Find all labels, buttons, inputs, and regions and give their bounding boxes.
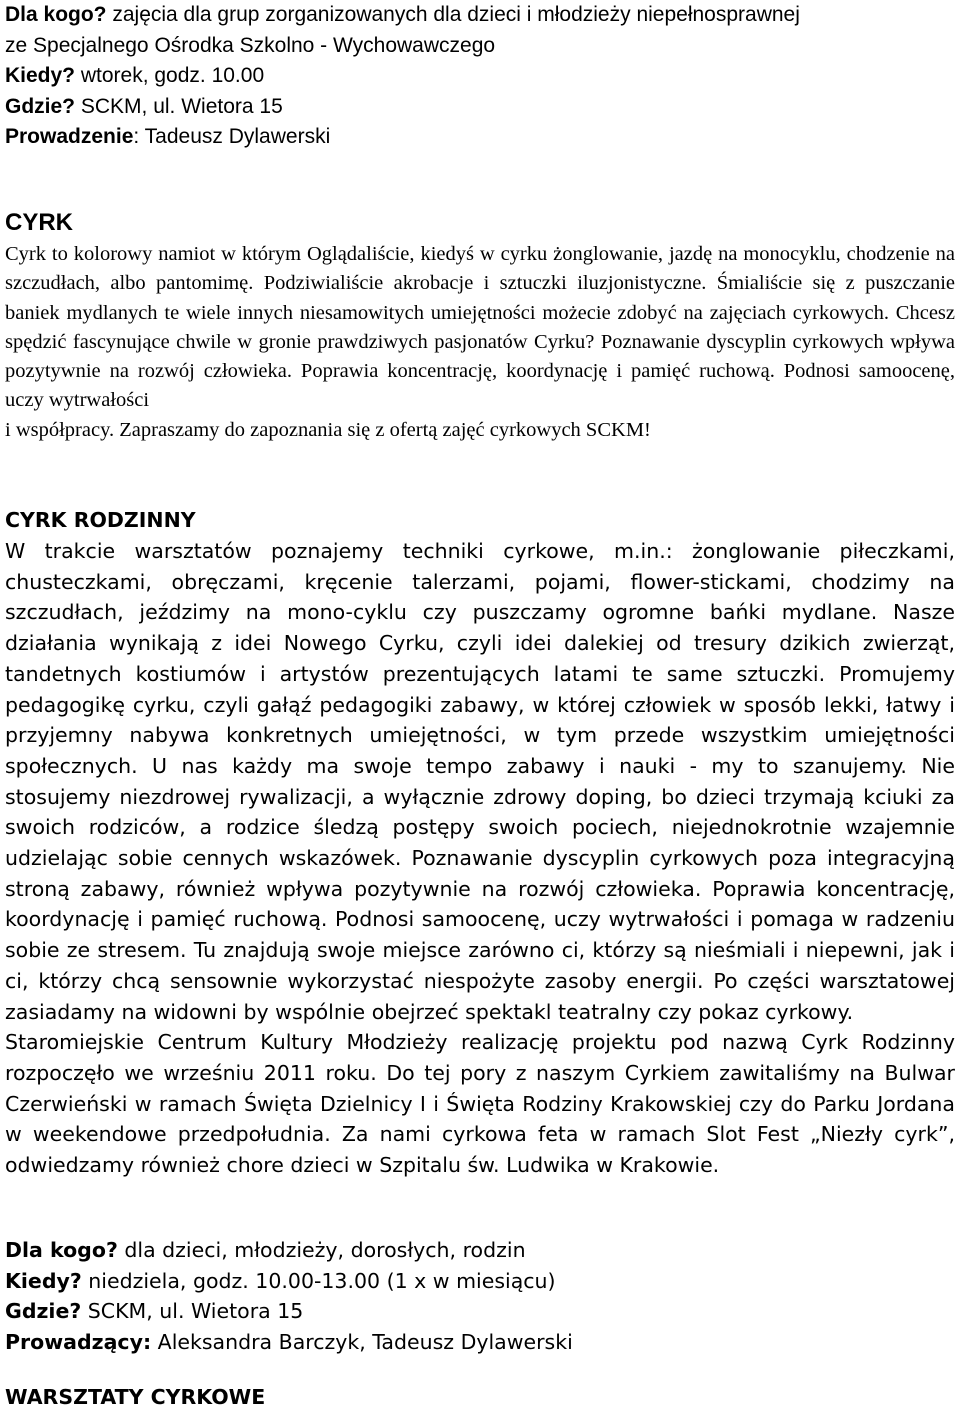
rodzinny-for-whom-label: Dla kogo? [5, 1238, 118, 1262]
cyrk-rodzinny-heading: CYRK RODZINNY [5, 508, 196, 532]
cyrk-rodzinny-description [5, 536, 955, 1181]
rodzinny-lead-value: Aleksandra Barczyk, Tadeusz Dylawerski [151, 1330, 573, 1355]
rodzinny-when-line [5, 1266, 955, 1297]
rodzinny-where-value: SCKM, ul. Wietora 15 [81, 1299, 304, 1324]
when-value: wtorek, godz. 10.00 [75, 64, 265, 87]
lead-value: : Tadeusz Dylawerski [133, 125, 331, 148]
when-label: Kiedy? [5, 64, 76, 87]
for-whom-continuation: ze Specjalnego Ośrodka Szkolno - Wychowawczego [5, 33, 496, 57]
rodzinny-when-label: Kiedy? [5, 1268, 82, 1293]
rodzinny-lead-line [5, 1327, 955, 1358]
rodzinny-when-value: niedziela, godz. 10.00-13.00 (1 x w miesiącu) [81, 1268, 556, 1293]
rodzinny-for-whom-line [5, 1235, 955, 1266]
cyrk-paragraph-end: i współpracy. Zapraszamy do zapoznania się z ofertą zajęć cyrkowych SCKM! [5, 418, 651, 441]
when-line [5, 61, 955, 92]
rodzinny-paragraph-workshops: W trakcie warsztatów poznajemy techniki cyrkowe, m.in.: żonglowanie piłeczkami, chusteczkami, obręczami, kręcenie talerzami, pojami, flower-stickami, chodzimy na szczudłach, jeździmy na mono-cyklu czy puszczamy ogromne bańki mydlane. Nasze działania wynikają z idei Nowego Cyrku, czyli idei dalekiej od tresury dzikich zwierząt, tandetnych kostiumów i artystów prezentujących latami te same sztuczki. Promujemy pedagogikę cyrku, czyli gałąź pedagogiki zabawy, w której człowiek w sposób lekki, łatwy i przyjemny nabywa konkretnych umiejętności, w tym przede wszystkim umiejętności społecznych. U nas każdy ma swoje tempo zabawy i nauki - my to szanujemy. Nie stosujemy niezdrowej rywalizacji, a wyłącznie zdrowy doping, bo dzieci trzymają kciuki za swoich rodziców, a rodzice śledzą postępy swoich pociech, niejednokrotnie wzajemnie udzielając sobie cennych wskazówek. Poznawanie dyscyplin cyrkowych poza integracyjną stroną zabawy, również wpływa pozytywnie na rozwój człowieka. Poprawia koncentrację, koordynację i pamięć ruchową. Podnosi samoocenę, uczy wytrwałości i pomaga w radzeniu sobie ze stresem. Tu znajdują swoje miejsce zarówno ci, którzy są nieśmiali i niepewni, jak i ci, którzy chcą sensownie wykorzystać niespożyte zasoby energii. Po części warsztatowej zasiadamy na widowni by wspólnie obejrzeć spektakl teatralny czy pokaz cyrkowy. [5, 539, 955, 1024]
rodzinny-paragraph-project: Staromiejskie Centrum Kultury Młodzieży realizację projektu pod nazwą Cyrk Rodzinny rozpoczęło we wrześniu 2011 roku. Do tej pory z naszym Cyrkiem zawitaliśmy na Bulwar Czerwieński w ramach Święta Dzielnicy I i Święta Rodziny Krakowskiej czy do Parku Jordana w weekendowe przedpołudnia. Za nami cyrkowa feta w ramach Slot Fest „Niezły cyrk”, odwiedzamy również chore dzieci w Szpitalu św. Ludwika w Krakowie. [5, 1030, 955, 1178]
cyrk-paragraph: Cyrk to kolorowy namiot w którym Oglądaliście, kiedyś w cyrku żonglowanie, jazdę na monocyklu, chodzenie na szczudłach, albo pantomimę. Podziwialiście akrobacje i sztuczki iluzjonistyczne. Śmialiście się z puszczanie baniek mydlanych te wiele innych niesamowitych umiejętności możecie zdobyć na zajęciach cyrkowych. Chcesz spędzić fascynujące chwile w gronie prawdziwych pasjonatów Cyrku? Poznawanie dyscyplin cyrkowych wpływa pozytywnie na rozwój człowieka. Poprawia koncentrację, koordynację i pamięć ruchową. Podnosi samoocenę, uczy wytrwałości [5, 243, 955, 412]
where-line [5, 92, 955, 123]
cyrk-heading: CYRK [5, 209, 74, 236]
rodzinny-lead-label: Prowadzący: [5, 1330, 152, 1355]
rodzinny-where-label: Gdzie? [5, 1299, 82, 1324]
intro-details [5, 0, 955, 153]
cyrk-description [5, 240, 955, 445]
for-whom-value: zajęcia dla grup zorganizowanych dla dzieci i młodzieży niepełnosprawnej [106, 3, 800, 26]
lead-line [5, 122, 955, 153]
where-label: Gdzie? [5, 94, 76, 118]
for-whom-line [5, 0, 955, 31]
where-value: SCKM, ul. Wietora 15 [75, 94, 283, 118]
warsztaty-heading: WARSZTATY CYRKOWE [5, 1385, 266, 1409]
rodzinny-where-line [5, 1296, 955, 1327]
rodzinny-details [5, 1235, 955, 1358]
for-whom-label: Dla kogo? [5, 3, 107, 26]
lead-label: Prowadzenie [5, 125, 134, 148]
rodzinny-for-whom-value: dla dzieci, młodzieży, dorosłych, rodzin [117, 1238, 526, 1262]
